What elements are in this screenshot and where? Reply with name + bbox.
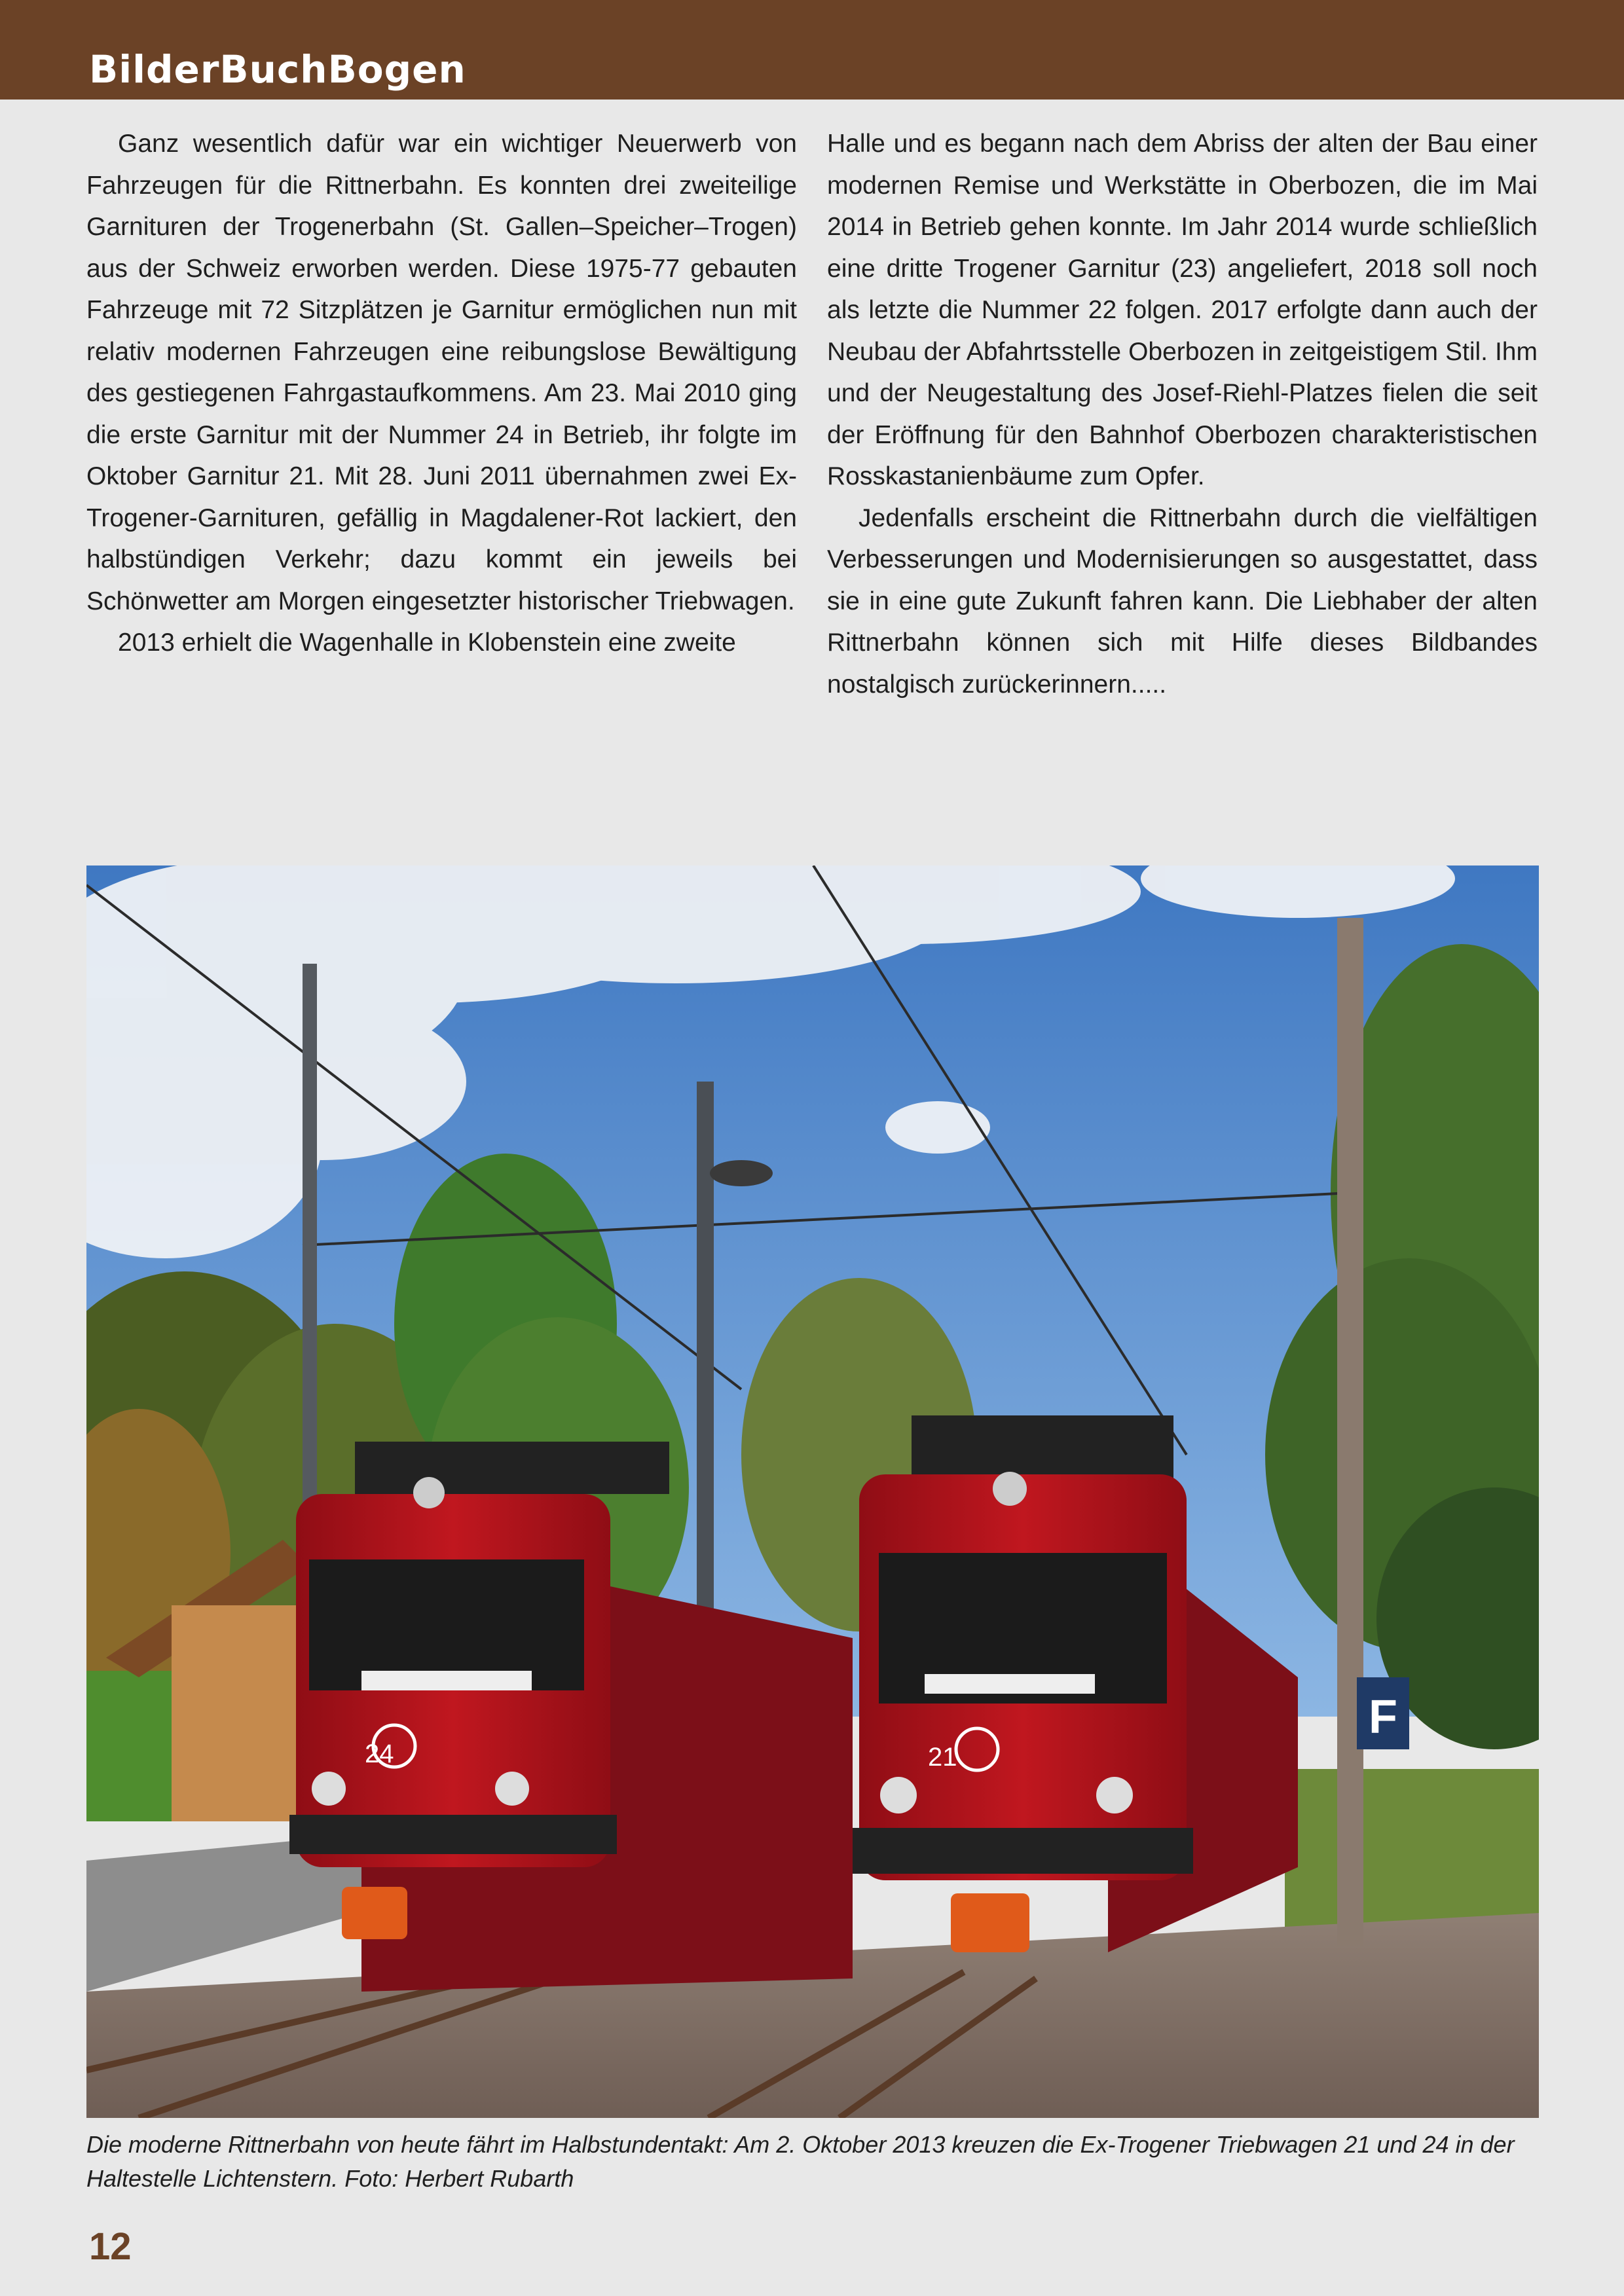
platform-sign-letter: F: [1369, 1691, 1397, 1743]
page-number: 12: [89, 2225, 132, 2268]
pole-right: [1337, 918, 1363, 1946]
photo-caption: Die moderne Rittnerbahn von heute fährt im Halbstundentakt: Am 2. Oktober 2013 kreuzen die Ex-Trogener Triebwagen 21 und 24 in der Haltestelle Lichtenstern. Foto: Herbert Rubarth: [86, 2131, 1515, 2192]
train-left-number: 24: [365, 1740, 394, 1768]
paragraph: 2013 erhielt die Wagenhalle in Klobenstein eine zweite: [118, 629, 736, 657]
photo-illustration: [86, 866, 1539, 2118]
text-column-right: [827, 123, 1538, 705]
page-header-title: BilderBuchBogen: [89, 47, 466, 92]
train-photo: [86, 866, 1539, 2118]
paragraph: Halle und es begann nach dem Abriss der alten der Bau einer modernen Remise und Werkstätte in Oberbozen, die im Mai 2014 in Betrieb gehen konnte. Im Jahr 2014 wurde schließlich eine dritte Trogener Garnitur (23) angeliefert, 2018 soll noch als letzte die Nummer 22 folgen. 2017 erfolgte dann auch der Neubau der Abfahrtsstelle Oberbozen in zeitgeistigem Stil. Ihm und der Neugestaltung des Josef-Riehl-Platzes fielen die seit der Eröffnung für den Bahnhof Oberbozen charakteristischen Rosskastanienbäume zum Opfer.: [827, 130, 1538, 490]
paragraph: Jedenfalls erscheint die Rittnerbahn durch die vielfältigen Verbesserungen und Modernisierungen so ausgestattet, dass sie in eine gute Zukunft fahren kann. Die Liebhaber der alten Rittnerbahn können sich mit Hilfe dieses Bildbandes nostalgisch zurückerinnern.....: [827, 503, 1538, 699]
lamp: [710, 1160, 773, 1186]
train-right-number: 21: [928, 1743, 957, 1772]
text-column-left: [86, 123, 797, 664]
paragraph: Ganz wesentlich dafür war ein wichtiger Neuerwerb von Fahrzeugen für die Rittnerbahn. Es konnten drei zweiteilige Garnituren der Trogenerbahn (St. Gallen–Speicher–Trogen) aus der Schweiz erworben werden. Diese 1975-77 gebauten Fahrzeuge mit 72 Sitzplätzen je Garnitur ermöglichen nun mit relativ modernen Fahrzeugen eine reibungslose Bewältigung des gestiegenen Fahrgastaufkommens. Am 23. Mai 2010 ging die erste Garnitur mit der Nummer 24 in Betrieb, ihr folgte im Oktober Garnitur 21. Mit 28. Juni 2011 übernahmen zwei Ex-Trogener-Garnituren, gefällig in Magdalener-Rot lackiert, den halbstündigen Verkehr; dazu kommt ein jeweils bei Schönwetter am Morgen eingesetzter historischer Triebwagen.: [86, 130, 797, 615]
